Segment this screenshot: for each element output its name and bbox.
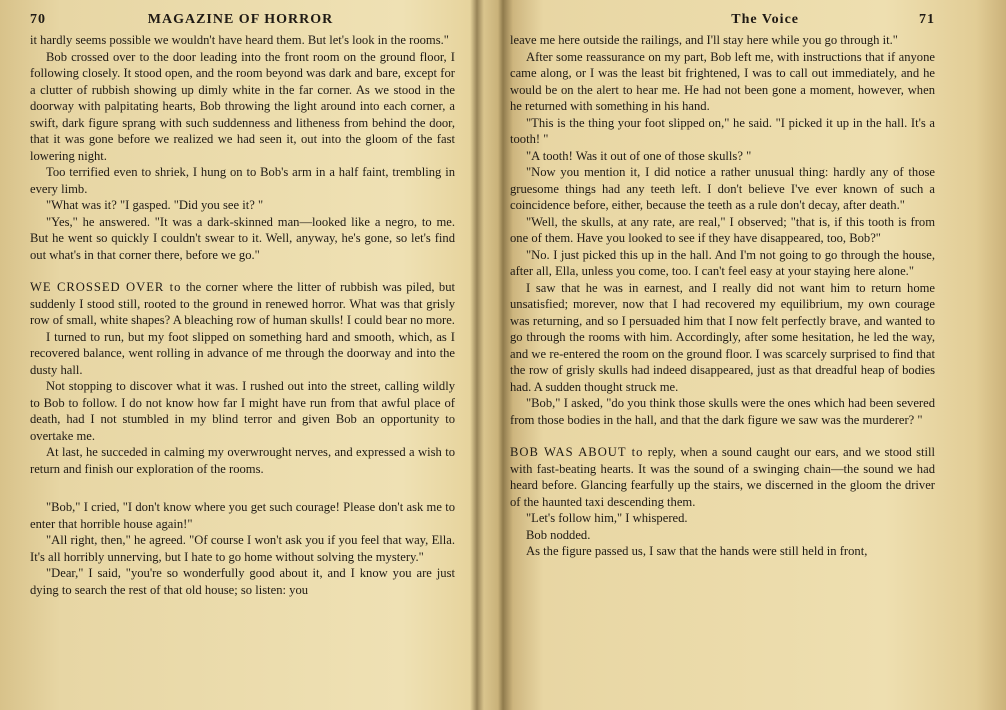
paragraph: After some reassurance on my part, Bob left me, with instructions that if anyone came along, or I was the least bit frightened, I was to call out immediately, and he would be on the alert to hear me. He had not been gone a moment, however, when he returned with something in his hand.	[510, 49, 935, 113]
left-page	[30, 12, 455, 598]
paragraph: it hardly seems possible we wouldn't have heard them. But let's look in the rooms."	[30, 33, 449, 47]
paragraph: I turned to run, but my foot slipped on something hard and smooth, which, as I recovered balance, went rolling in advance of me through the doorway and into the dusty hall.	[30, 329, 455, 377]
paragraph: As the figure passed us, I saw that the hands were still held in front,	[526, 544, 868, 558]
right-page	[510, 12, 935, 560]
section-lead: BOB WAS ABOUT to	[510, 445, 644, 459]
paragraph: Not stopping to discover what it was. I rushed out into the street, calling wildly to Bob to follow. I do not know how far I might have run from that awful place of death, had I not stumbled in my blind terror and given Bob an opportunity to overtake me.	[30, 379, 455, 443]
paragraph: "This is the thing your foot slipped on," he said. "I picked it up in the hall. It's a tooth! "	[510, 115, 935, 146]
section-lead: WE CROSSED OVER to	[30, 280, 182, 294]
page-number: 71	[919, 12, 935, 27]
paragraph: Too terrified even to shriek, I hung on to Bob's arm in a half faint, trembling in every limb.	[30, 165, 455, 196]
paragraph: "No. I just picked this up in the hall. And I'm not going to go through the house, after all, Ella, unless you come, too. I can't feel easy at your staying here alone."	[510, 247, 935, 278]
section-paragraph	[30, 279, 455, 329]
paragraph: "Let's follow him," I whispered.	[526, 511, 688, 525]
paragraph: "Bob," I cried, "I don't know where you get such courage! Please don't ask me to enter that horrible house again!"	[30, 500, 455, 531]
section-text: reply, when a sound caught our ears, and we stood still with fast-beating hearts. It was the sound of a swinging chain—the sound we had heard before. Glancing fearfully up the stairs, we discerned in the gloom the driver of the haunted taxi descending them.	[510, 445, 935, 509]
running-head: MAGAZINE OF HORROR	[147, 12, 334, 27]
page-number: 70	[30, 12, 46, 27]
paragraph: "Bob," I asked, "do you think those skulls were the ones which had been severed from those bodies in the hall, and that the dark figure we saw was the murderer? "	[510, 396, 935, 427]
paragraph: leave me here outside the railings, and I'll stay here while you go through it."	[510, 33, 898, 47]
right-page-header	[510, 12, 935, 30]
paragraph: "All right, then," he agreed. "Of course I won't ask you if you feel that way, Ella. It's all horribly unnerving, but I hate to go home without solving the mystery."	[30, 533, 455, 564]
paragraph: I saw that he was in earnest, and I really did not want him to return home unsatisfied; morever, now that I had recovered my equilibrium, my own courage was returning, and so I persuaded him that I now felt perfectly brave, and wanted to go through the rooms with him. Accordingly, after some hesitation, he led the way, and we re-entered the room on the ground floor. I was scarcely surprised to find that the row of grisly skulls had indeed disappeared, just as that dreadful heap of bodies had. A sudden thought struck me.	[510, 280, 935, 394]
paragraph: At last, he succeded in calming my overwrought nerves, and expressed a wish to return and finish our exploration of the rooms.	[30, 445, 455, 476]
paragraph: "Well, the skulls, at any rate, are real," I observed; "that is, if this tooth is from one of them. Have you looked to see if they have disappeared, too, Bob?"	[510, 214, 935, 245]
section-paragraph	[510, 444, 935, 510]
paragraph: "Yes," he answered. "It was a dark-skinned man—looked like a negro, to me. But he went so quickly I couldn't swear to it. Well, anyway, he's gone, so let's find out what's in that corner there, before we go."	[30, 214, 455, 262]
right-page-text	[510, 32, 935, 560]
paragraph: "Dear," I said, "you're so wonderfully good about it, and I know you are just dying to search the rest of that old house; so listen: you	[30, 566, 455, 597]
running-head: The Voice	[731, 12, 799, 27]
paragraph: "A tooth! Was it out of one of those skulls? "	[526, 148, 752, 163]
paragraph: "What was it? "I gasped. "Did you see it? "	[46, 198, 264, 212]
left-page-header	[30, 12, 455, 30]
paragraph: Bob nodded.	[526, 527, 591, 542]
left-page-text	[30, 32, 455, 598]
section-text: the corner where the litter of rubbish was piled, but suddenly I stood still, rooted to the ground in renewed horror. What was that grisly row of small, white shapes? A bleaching row of human skulls! I could bear no more.	[30, 280, 456, 327]
paragraph: Bob crossed over to the door leading into the front room on the ground floor, I following closely. It stood open, and the room beyond was dark and bare, except for a clutter of rubbish showing up dimly white in the far corner. As we stood in the doorway with palpitating hearts, Bob throwing the light around into each corner, a swift, dark figure sprang with such suddenness and litheness from behind the door, that it was gone before we realized we had seen it, out into the gloom of the fast lowering night.	[30, 49, 455, 163]
book-gutter	[470, 0, 484, 710]
paragraph: "Now you mention it, I did notice a rather unusual thing: hardly any of those gruesome things had any teeth left. I don't believe I've ever known of such a coincidence before, either, because the teeth as a rule don't decay, after death."	[510, 165, 935, 212]
